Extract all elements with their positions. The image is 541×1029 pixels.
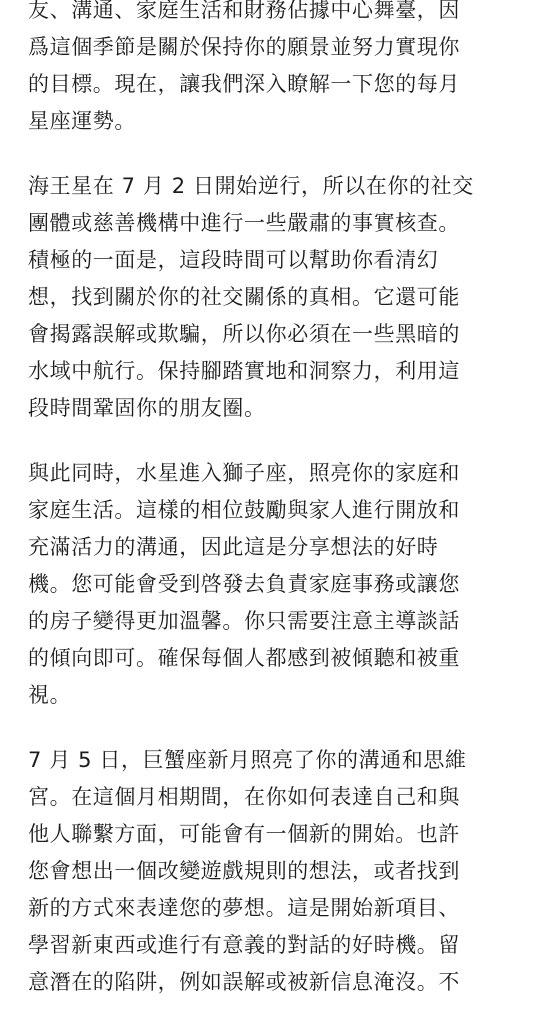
text-line: 水域中航行。保持腳踏實地和洞察力，利用這: [28, 359, 460, 383]
text-line: 他人聯繫方面，可能會有一個新的開始。也許: [28, 822, 460, 846]
text-line: 爲這個季節是關於保持你的願景並努力實現你: [28, 35, 460, 59]
text-line: 的傾向即可。確保每個人都感到被傾聽和被重: [28, 646, 460, 670]
text-line: 海王星在 7 月 2 日開始逆行，所以在你的社交: [28, 174, 474, 198]
text-line: 積極的一面是，這段時間可以幫助你看清幻: [28, 248, 439, 272]
text-line: 想，找到關於你的社交關係的真相。它還可能: [28, 285, 460, 309]
article-body: [28, 0, 520, 1029]
text-line: 段時間鞏固你的朋友圈。: [28, 396, 266, 420]
paragraph-new-moon: [28, 742, 520, 1001]
text-line: 的目標。現在，讓我們深入瞭解一下您的每月: [28, 72, 460, 96]
text-line: 宮。在這個月相期間，在你如何表達自己和與: [28, 785, 460, 809]
text-line: 充滿活力的溝通，因此這是分享想法的好時: [28, 535, 439, 559]
text-line: 機。您可能會受到啓發去負責家庭事務或讓您: [28, 572, 460, 596]
text-line: 新的方式來表達您的夢想。這是開始新項目、: [28, 896, 460, 920]
text-line: 意潛在的陷阱，例如誤解或被新信息淹沒。不: [28, 970, 460, 994]
text-line: 星座運勢。: [28, 109, 136, 133]
text-line: 團體或慈善機構中進行一些嚴肅的事實核查。: [28, 211, 460, 235]
text-line: 的房子變得更加溫馨。你只需要注意主導談話: [28, 609, 460, 633]
paragraph-neptune: [28, 168, 520, 427]
text-line: 視。: [28, 683, 72, 707]
text-line: 會揭露誤解或欺騙，所以你必須在一些黑暗的: [28, 322, 460, 346]
paragraph-intro: [28, 0, 520, 140]
text-line: 學習新東西或進行有意義的對話的好時機。留: [28, 933, 460, 957]
text-line: 友、溝通、家庭生活和財務佔據中心舞臺，因: [28, 0, 460, 22]
text-line: 7 月 5 日，巨蟹座新月照亮了你的溝通和思維: [28, 748, 467, 772]
text-line: 家庭生活。這樣的相位鼓勵與家人進行開放和: [28, 498, 460, 522]
paragraph-mercury: [28, 455, 520, 714]
text-line: 您會想出一個改變遊戲規則的想法，或者找到: [28, 859, 460, 883]
text-line: 與此同時，水星進入獅子座，照亮你的家庭和: [28, 461, 460, 485]
